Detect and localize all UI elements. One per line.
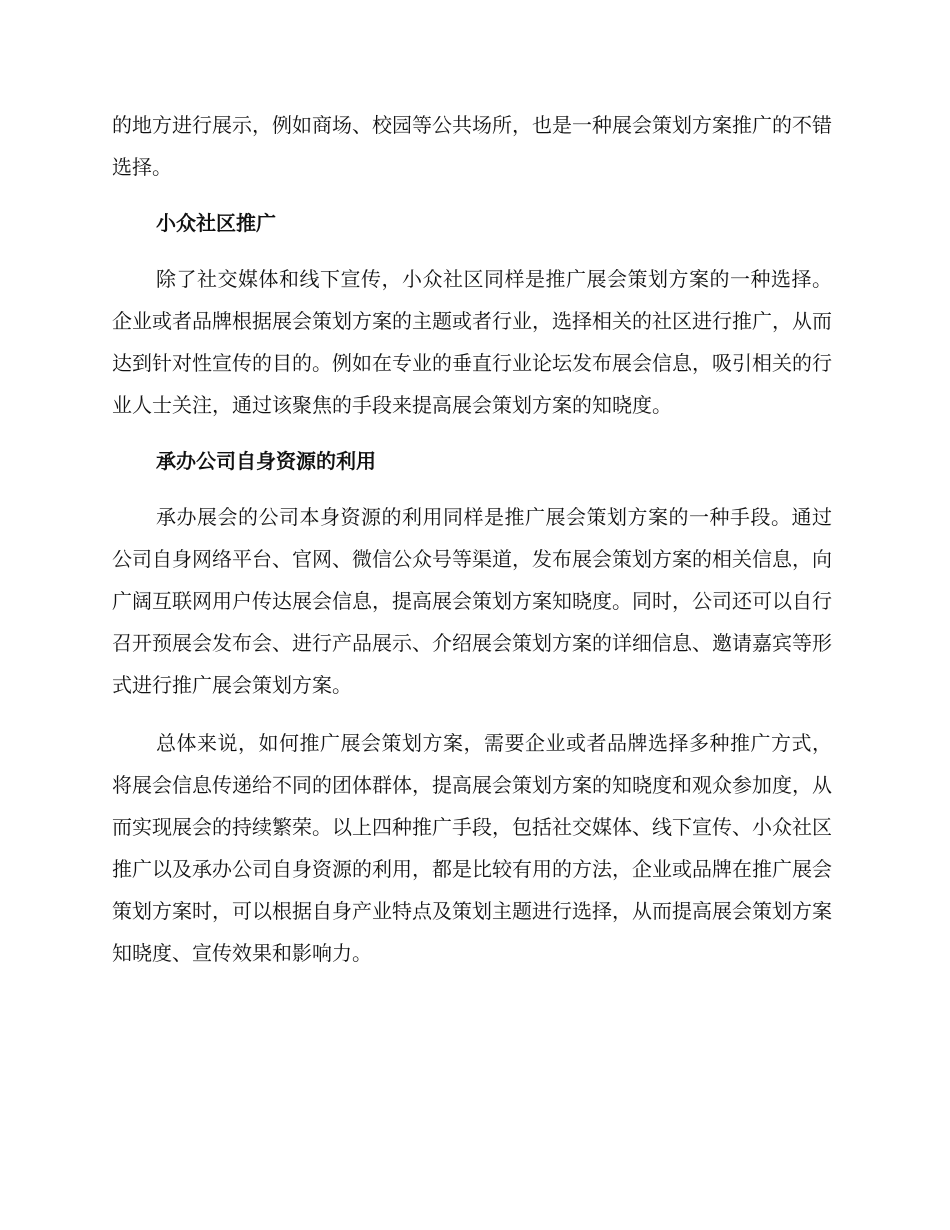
paragraph-community: 除了社交媒体和线下宣传，小众社区同样是推广展会策划方案的一种选择。企业或者品牌根据展会策划方案的主题或者行业，选择相关的社区进行推广，从而达到针对性宣传的目的。例如在专业的垂直行业论坛发布展会信息，吸引相关的行业人士关注，通过该聚焦的手段来提高展会策划方案的知晓度。 [112,267,832,417]
document-body [112,104,832,974]
section-heading-community: 小众社区推广 [156,211,276,235]
section-heading-company-resources: 承办公司自身资源的利用 [156,449,376,473]
paragraph-company-resources: 承办展会的公司本身资源的利用同样是推广展会策划方案的一种手段。通过公司自身网络平台、官网、微信公众号等渠道，发布展会策划方案的相关信息，向广阔互联网用户传达展会信息，提高展会策划方案知晓度。同时，公司还可以自行召开预展会发布会、进行产品展示、介绍展会策划方案的详细信息、邀请嘉宾等形式进行推广展会策划方案。 [112,505,832,697]
paragraph-continuation: 的地方进行展示，例如商场、校园等公共场所，也是一种展会策划方案推广的不错选择。 [112,113,832,179]
paragraph-conclusion: 总体来说，如何推广展会策划方案，需要企业或者品牌选择多种推广方式，将展会信息传递给不同的团体群体，提高展会策划方案的知晓度和观众参加度，从而实现展会的持续繁荣。以上四种推广手段，包括社交媒体、线下宣传、小众社区推广以及承办公司自身资源的利用，都是比较有用的方法，企业或品牌在推广展会策划方案时，可以根据自身产业特点及策划主题进行选择，从而提高展会策划方案知晓度、宣传效果和影响力。 [112,731,832,965]
